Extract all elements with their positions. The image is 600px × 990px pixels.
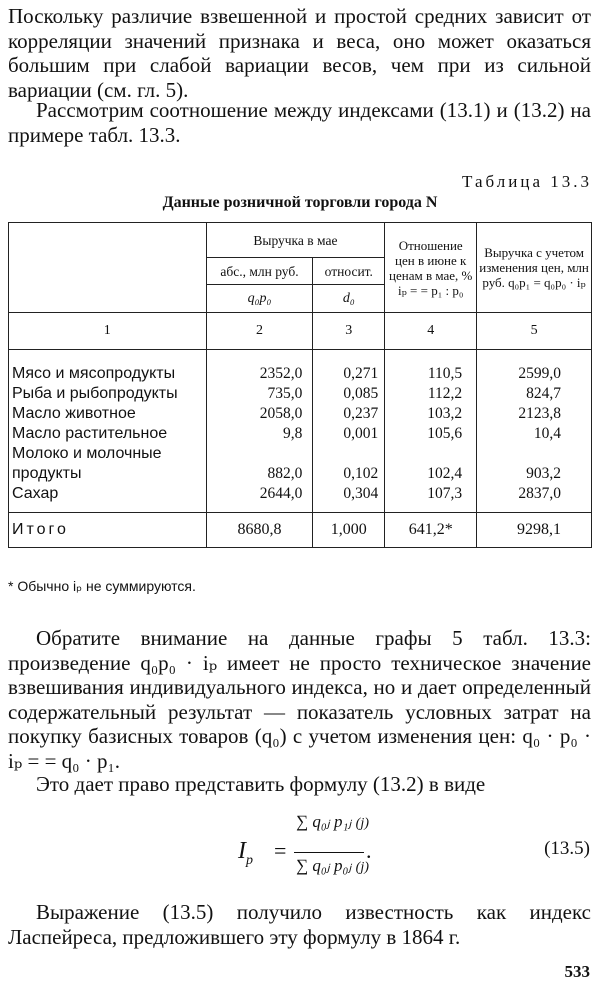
header-col-abs: абс., млн руб.: [206, 258, 313, 285]
cell-ratio: 112,2: [385, 384, 477, 404]
retail-table: [8, 222, 592, 548]
body-paragraph-5: Выражение (13.5) получило известность как индекс Ласпейреса, предложившего эту формулу в 1864 г.: [8, 900, 591, 949]
cell-ratio: 105,6: [385, 424, 477, 444]
body-paragraph-3: Обратите внимание на данные графы 5 табл. 13.3: произведение q₀p₀ · iₚ имеет не просто техническое значение взвешивания индивидуального индекса, но и дает определенный содержательный результат — показатель условных затрат на покупку базисных товаров (q₀) с учетом изменения цен: q₀ · p₀ · iₚ = = q₀ · p₁.: [8, 626, 591, 773]
column-number: 2: [206, 313, 313, 350]
header-col5: Выручка с учетом изменения цен, млн руб. q₀p₁ = q₀p₀ · iₚ: [477, 223, 592, 313]
column-number: 3: [313, 313, 385, 350]
cell-rel: 0,304: [313, 484, 385, 504]
cell-ratio: 110,5: [385, 364, 477, 384]
formula-dot: .: [366, 838, 372, 863]
cell-adj: 2837,0: [477, 484, 592, 504]
cell-adj: 10,4: [477, 424, 592, 444]
total-ratio: 641,2*: [385, 513, 477, 548]
cell-rel: 0,271: [313, 364, 385, 384]
cell-rel: 0,102: [313, 464, 385, 484]
cell-ratio: 107,3: [385, 484, 477, 504]
row-name: Масло животное: [9, 404, 207, 424]
cell-adj: 2123,8: [477, 404, 592, 424]
column-number: 1: [9, 313, 207, 350]
cell-abs: 2644,0: [206, 484, 313, 504]
total-adj: 9298,1: [477, 513, 592, 548]
equation-number: (13.5): [544, 838, 590, 859]
body-paragraph-4: Это дает право представить формулу (13.2) в виде: [36, 772, 486, 796]
cell-rel: 0,237: [313, 404, 385, 424]
header-col4: Отношение цен в июне к ценам в мае, % iₚ = = p₁ : p₀: [385, 223, 477, 313]
formula-denominator: ∑ q₀ⱼ p₀ⱼ (j): [296, 856, 370, 875]
row-name: Молоко и молочные: [9, 444, 207, 464]
table-footnote: * Обычно iₚ не суммируются.: [8, 578, 196, 594]
header-name-cell: [9, 223, 207, 313]
table-row: [9, 484, 592, 504]
table-row: [9, 384, 592, 404]
cell-abs: 735,0: [206, 384, 313, 404]
intro-paragraph-2: Рассмотрим соотношение между индексами (13.1) и (13.2) на примере табл. 13.3.: [8, 98, 591, 147]
header-col-rel: относит.: [313, 258, 385, 285]
page-number: 533: [564, 962, 590, 981]
table-row: [9, 444, 592, 464]
row-name: Сахар: [9, 484, 207, 504]
row-name-continued: продукты: [9, 464, 207, 484]
cell-abs: 882,0: [206, 464, 313, 484]
cell-adj: 903,2: [477, 464, 592, 484]
total-label: Итого: [9, 513, 207, 548]
cell-ratio: 102,4: [385, 464, 477, 484]
header-col1-group: Выручка в мае: [206, 223, 385, 258]
table-row: [9, 424, 592, 444]
cell-rel: 0,001: [313, 424, 385, 444]
formula-lhs: $I_p$: [238, 838, 253, 868]
total-abs: 8680,8: [206, 513, 313, 548]
cell-abs: 2352,0: [206, 364, 313, 384]
fraction-bar: [294, 852, 364, 853]
column-number: 5: [477, 313, 592, 350]
table-row: [9, 404, 592, 424]
header-symbol-abs: q₀p₀: [206, 285, 313, 313]
table-caption: Таблица 13.3: [462, 172, 592, 191]
cell-rel: 0,085: [313, 384, 385, 404]
total-row: [9, 513, 592, 548]
row-name: Мясо и мясопродукты: [9, 364, 207, 384]
formula-equals: =: [274, 838, 287, 863]
laspeyres-formula: [238, 812, 418, 892]
table-title: Данные розничной торговли города N: [162, 194, 438, 211]
cell-abs: 9,8: [206, 424, 313, 444]
formula-numerator: ∑ q₀ⱼ p₁ⱼ (j): [296, 812, 370, 831]
header-symbol-rel: d₀: [313, 285, 385, 313]
cell-adj: 2599,0: [477, 364, 592, 384]
row-name: Рыба и рыбопродукты: [9, 384, 207, 404]
cell-abs: 2058,0: [206, 404, 313, 424]
table-row: [9, 464, 592, 484]
intro-paragraph-1: Поскольку различие взвешенной и простой средних зависит от корреляции значений признака и веса, оно может оказаться большим при слабой вариации весов, чем при из сильной вариации (см. гл. 5).: [8, 4, 591, 102]
cell-ratio: 103,2: [385, 404, 477, 424]
table-row: [9, 364, 592, 384]
total-rel: 1,000: [313, 513, 385, 548]
row-name: Масло растительное: [9, 424, 207, 444]
column-number: 4: [385, 313, 477, 350]
cell-adj: 824,7: [477, 384, 592, 404]
